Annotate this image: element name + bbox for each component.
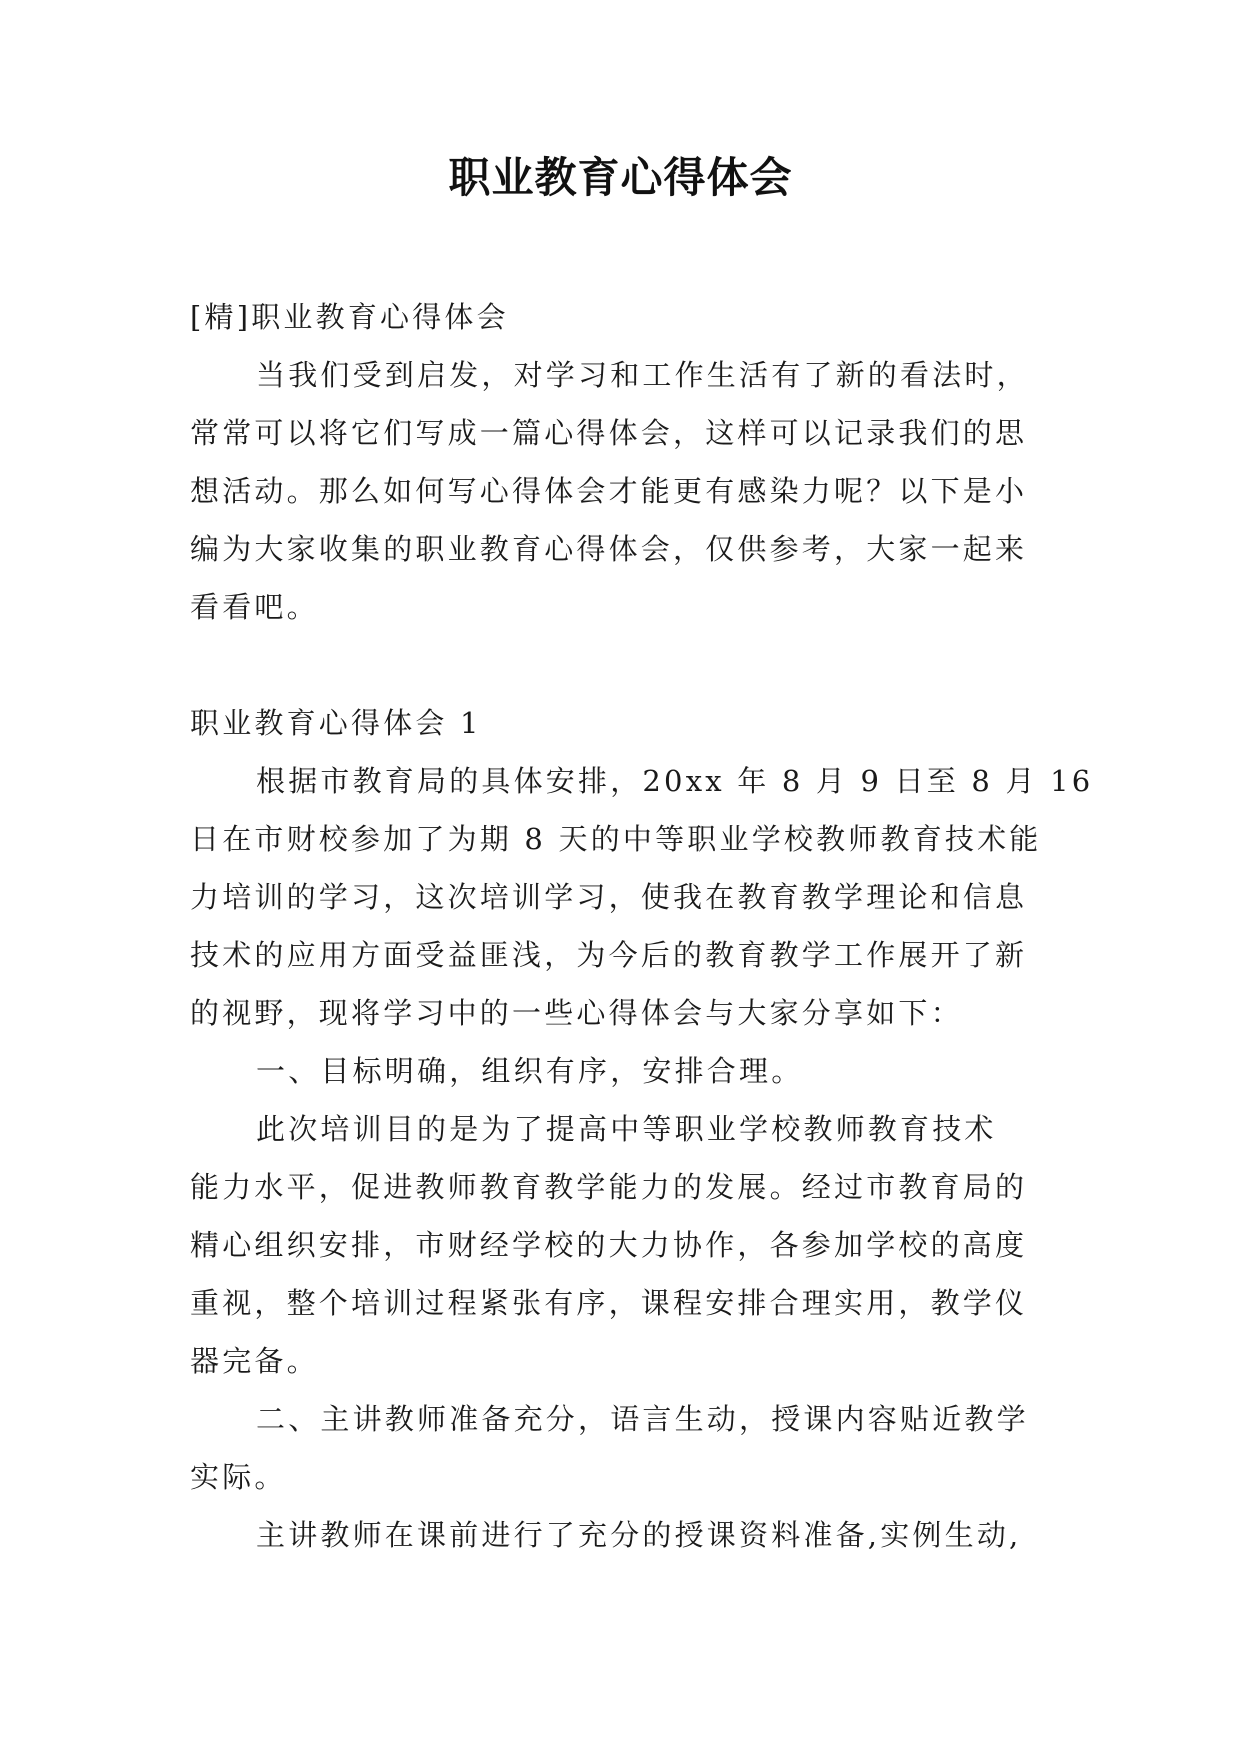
point1-line: 此次培训目的是为了提高中等职业学校教师教育技术 <box>256 1112 997 1146</box>
document-subtitle: [精]职业教育心得体会 <box>190 300 509 334</box>
intro-line: 常常可以将它们写成一篇心得体会，这样可以记录我们的思 <box>190 416 1028 450</box>
point2-line: 主讲教师在课前进行了充分的授课资料准备,实例生动, <box>256 1518 1022 1552</box>
point-heading-continued: 实际。 <box>190 1460 287 1494</box>
paragraph-gap <box>190 636 1050 694</box>
intro-line: 想活动。那么如何写心得体会才能更有感染力呢？以下是小 <box>190 474 1028 508</box>
intro-line: 编为大家收集的职业教育心得体会，仅供参考，大家一起来 <box>190 532 1028 566</box>
section1-line: 根据市教育局的具体安排，20xx 年 8 月 9 日至 8 月 16 <box>256 764 1094 798</box>
intro-line: 当我们受到启发，对学习和工作生活有了新的看法时， <box>256 358 1029 392</box>
point1-line: 精心组织安排，市财经学校的大力协作，各参加学校的高度 <box>190 1228 1028 1262</box>
point-heading: 一、目标明确，组织有序，安排合理。 <box>256 1054 804 1088</box>
document-title: 职业教育心得体会 <box>448 153 793 202</box>
point1-line: 器完备。 <box>190 1344 319 1378</box>
point1-line: 重视，整个培训过程紧张有序，课程安排合理实用，教学仪 <box>190 1286 1028 1320</box>
section-heading: 职业教育心得体会 1 <box>190 706 482 740</box>
point-heading: 二、主讲教师准备充分，语言生动，授课内容贴近教学 <box>256 1402 1029 1436</box>
intro-line: 看看吧。 <box>190 590 319 624</box>
section1-line: 的视野，现将学习中的一些心得体会与大家分享如下： <box>190 996 963 1030</box>
document-body <box>190 288 1094 1564</box>
section1-line: 日在市财校参加了为期 8 天的中等职业学校教师教育技术能 <box>190 822 1042 856</box>
section1-line: 力培训的学习，这次培训学习，使我在教育教学理论和信息 <box>190 880 1028 914</box>
point1-line: 能力水平，促进教师教育教学能力的发展。经过市教育局的 <box>190 1170 1028 1204</box>
section1-line: 技术的应用方面受益匪浅，为今后的教育教学工作展开了新 <box>190 938 1028 972</box>
